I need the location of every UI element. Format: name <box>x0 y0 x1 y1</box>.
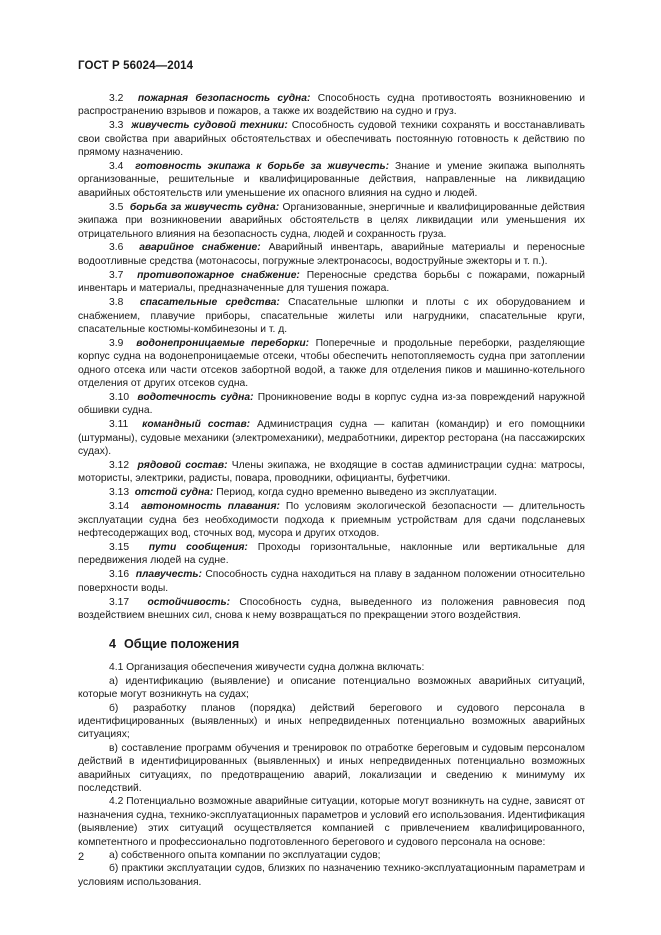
definition-text: Проникновение воды в корпус судна из-за повреждений наружной обшивки судна. <box>78 391 585 417</box>
definition-number: 3.3 <box>109 120 124 132</box>
definition-term: спасательные средства: <box>139 297 280 309</box>
definition-text: Члены экипажа, не входящие в состав администрации судна: матросы, мотористы, электрики, радисты, повара, проводники, официанты, буфетчики. <box>78 459 585 485</box>
definition-number: 3.14 <box>109 501 130 513</box>
definition-number: 3.8 <box>109 297 124 309</box>
definition-number: 3.15 <box>109 541 130 553</box>
definition-text: Период, когда судно временно выведено из эксплуатации. <box>216 487 498 499</box>
definition-text: Аварийный инвентарь, аварийные материалы и переносные водоотливные средства (мотонасосы, погружные электронасосы, водоструйные эжекторы и т. п.). <box>78 242 585 267</box>
definition-text: Организованные, энергичные и квалифицированные действия экипажа при возникновении аварийных обстоятельств в целях ликвидации или уменьшения их отрицательного влияния на безопасность судна, людей и сохранность груза. <box>78 201 585 240</box>
section-paragraph: 4.2 Потенциально возможные аварийные ситуации, которые могут возникнуть на судне, зависят от назначения судна, технико-эксплуатационных параметров и условий его использования. Идентификация (выявление) этих ситуаций осуществляется компанией с привлечением квалифицированного, компетентного и профессионально подготовленного берегового и судового персонала на основе: <box>78 796 585 848</box>
definition-number: 3.16 <box>109 569 130 581</box>
definition-item <box>78 568 585 595</box>
definition-text: По условиям экологической безопасности — длительность эксплуатации судна без необходимости подхода к приемным устройствам для сдачи подсланевых нефтесодержащих вод, сточных вод, мусора и других отходов. <box>78 501 585 539</box>
definition-item <box>78 391 585 418</box>
definition-term: борьба за живучесть судна: <box>129 201 280 213</box>
definition-item <box>78 241 585 268</box>
definition-number: 3.10 <box>109 391 130 403</box>
definition-item <box>78 486 585 499</box>
definition-text: Способность судна находиться на плаву в заданном положении относительно поверхности воды. <box>78 569 585 594</box>
definition-text: Способность судовой техники сохранять и восстанавливать свои свойства при аварийных обстоятельствах и обеспечивать постоянную готовность к действию по прямому назначению. <box>78 120 585 159</box>
document-body <box>78 92 585 889</box>
definition-term: остойчивость: <box>147 596 231 608</box>
section-paragraphs <box>78 661 585 889</box>
definition-text: Спасательные шлюпки и плоты с их оборудованием и снабжением, плавучие приборы, спасательные жилеты или нагрудники, спасательные круги, спасательные костюмы-комбинезоны и т. д. <box>78 297 585 335</box>
section-paragraph: 4.1 Организация обеспечения живучести судна должна включать: <box>109 662 425 674</box>
definition-number: 3.6 <box>109 242 124 254</box>
section-heading <box>109 636 585 652</box>
section-paragraph: б) практики эксплуатации судов, близких по назначению технико-эксплуатационным параметрам и условиям использования. <box>78 863 585 888</box>
definition-term: живучесть судовой техники: <box>131 120 288 132</box>
definition-term: командный состав: <box>142 419 251 431</box>
definition-number: 3.5 <box>109 201 124 213</box>
section-number: 4 <box>109 637 117 652</box>
definition-item <box>78 418 585 458</box>
definition-term: пожарная безопасность судна: <box>137 93 311 104</box>
definition-text: Знание и умение экипажа выполнять организованные, решительные и квалифицированные действия, направленные на ликвидацию аварийных обстоятельств или уменьшение их опасного влияния на судно и людей. <box>78 161 585 199</box>
definition-text: Переносные средства борьбы с пожарами, пожарный инвентарь и материалы, предназначенные для тушения пожара. <box>78 269 585 295</box>
definition-term: автономность плавания: <box>140 501 280 513</box>
definition-term: водонепроницаемые переборки: <box>136 337 310 349</box>
definition-number: 3.11 <box>109 419 129 431</box>
definition-item <box>78 92 585 119</box>
section-paragraph: а) идентификацию (выявление) и описание потенциально возможных аварийных ситуаций, которые могут возникнуть на судах; <box>78 675 585 701</box>
section-title-text: Общие положения <box>124 637 240 652</box>
definition-text: Способность судна, выведенного из положения равновесия под воздействием внешних сил, снова к нему возвращаться по прекращении этого воздействия. <box>78 596 585 621</box>
definition-text: Проходы горизонтальные, наклонные или вертикальные для передвижения людей на судне. <box>78 541 585 567</box>
definition-term: отстой судна: <box>134 487 214 499</box>
definition-number: 3.4 <box>109 161 124 173</box>
definition-item <box>78 500 585 540</box>
definition-number: 3.7 <box>109 269 124 281</box>
section-paragraph: б) разработку планов (порядка) действий берегового и судового персонала в идентифицированных (выявленных) и иных непредвиденных потенциально возможных аварийных ситуациях; <box>78 702 585 741</box>
definition-item <box>78 201 585 241</box>
definition-text: Поперечные и продольные переборки, разделяющие корпус судна на водонепроницаемые отсеки, чтобы обеспечить непотопляемость судна при затоплении одного отсека или части отсеков забортной водой, а также для отделения пиков и машинно-котельного отделения от других отсеков судна. <box>78 337 585 390</box>
definition-text: Администрация судна — капитан (командир) и его помощники (штурманы), судовые механики (электромеханики), медработники, директор ресторана (на пассажирских судах). <box>78 419 585 458</box>
definition-item <box>78 459 585 486</box>
document-header: ГОСТ Р 56024—2014 <box>78 60 194 72</box>
definition-item <box>78 541 585 568</box>
definition-item <box>78 119 585 159</box>
definition-number: 3.12 <box>109 459 130 471</box>
definition-item <box>78 337 585 391</box>
definition-term: аварийное снабжение: <box>139 242 261 254</box>
definition-term: плавучесть: <box>135 569 202 581</box>
definition-number: 3.13 <box>109 487 130 499</box>
definition-number: 3.2 <box>109 93 124 104</box>
definition-number: 3.9 <box>109 337 124 349</box>
definition-term: противопожарное снабжение: <box>137 269 300 281</box>
definition-term: готовность экипажа к борьбе за живучесть: <box>135 161 390 173</box>
definition-term: пути сообщения: <box>148 541 248 553</box>
definition-item <box>78 269 585 296</box>
definition-item <box>78 596 585 623</box>
page-number: 2 <box>78 851 85 863</box>
section-paragraph: в) составление программ обучения и тренировок по отработке береговым и судовым персоналом действий в идентифицированных (выявленных) и иных непредвиденных потенциально возможных аварийных ситуациях, по предотвращению аварий, локализации и сведению к минимуму их последствий. <box>78 742 585 794</box>
definition-number: 3.17 <box>109 596 130 608</box>
definition-term: водотечность судна: <box>137 391 254 403</box>
definition-term: рядовой состав: <box>137 459 228 471</box>
definition-item <box>78 296 585 336</box>
definitions-list <box>78 92 585 622</box>
definition-item <box>78 160 585 200</box>
section-paragraph: а) собственного опыта компании по эксплуатации судов; <box>109 850 381 862</box>
definition-text: Способность судна противостоять возникновению и распространению взрывов и пожаров, а также их воздействию на судно и груз. <box>78 93 585 118</box>
